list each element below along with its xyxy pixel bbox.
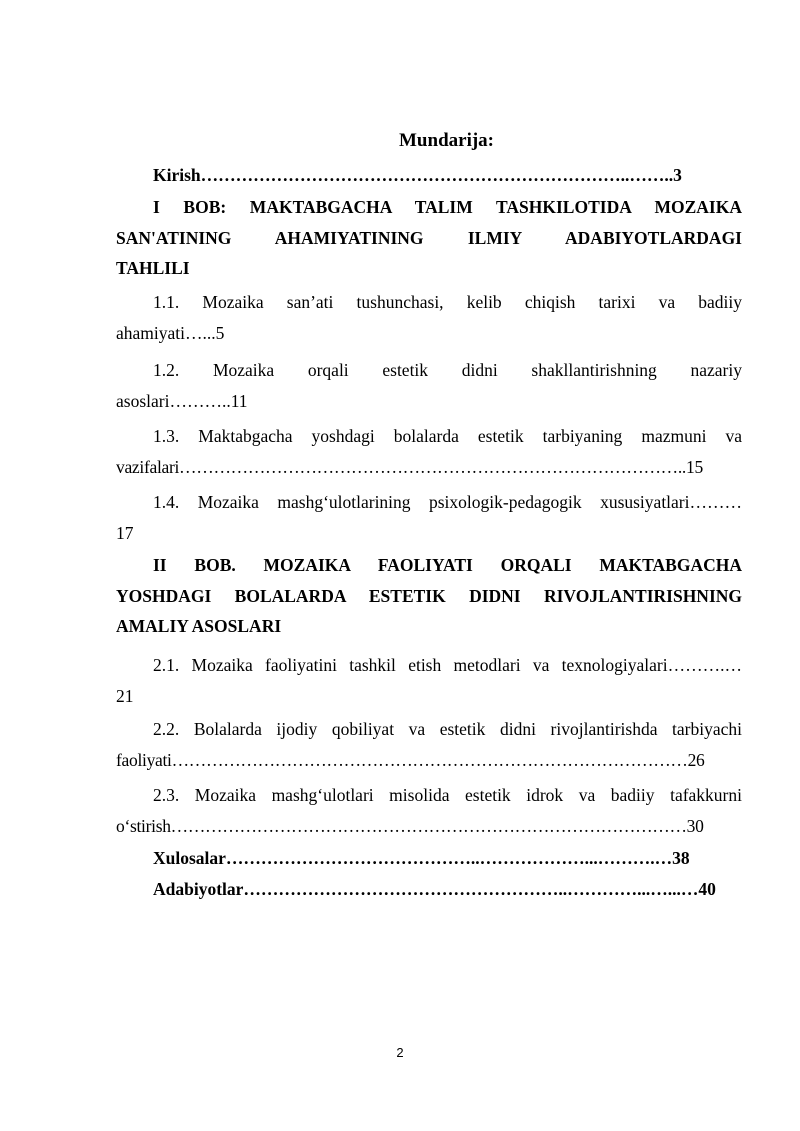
toc-line: 1.1. Mozaika san’ati tushunchasi, kelib chiqish tarixi va badiiy: [153, 292, 742, 312]
toc-line: 2.3. Mozaika mashg‘ulotlari misolida estetik idrok va badiiy tafakkurni: [153, 785, 742, 805]
toc-line: faoliyati………………………………………………………………………………26: [116, 749, 705, 770]
toc-line: 1.4. Mozaika mashg‘ulotlarining psixologik-pedagogik xususiyatlari………: [153, 492, 742, 512]
toc-section-2-3: [116, 780, 742, 841]
toc-chapter-2: [116, 550, 742, 642]
toc-section-1-1: [116, 287, 742, 348]
toc-line: 2.1. Mozaika faoliyatini tashkil etish metodlari va texnologiyalari……….…: [153, 655, 742, 675]
toc-entry-kirish: [116, 160, 742, 191]
toc-line: Xulosalar……………………………………..………………...……….…38: [153, 848, 690, 868]
toc-section-2-2: [116, 714, 742, 775]
toc-line: 17: [116, 522, 134, 543]
toc-line: I BOB: MAKTABGACHA TALIM TASHKILOTIDA MOZAIKA: [153, 197, 742, 217]
toc-line: Kirish………………………………………………………………..……..3: [153, 165, 682, 185]
toc-chapter-1: [116, 192, 742, 284]
toc-line: II BOB. MOZAIKA FAOLIYATI ORQALI MAKTABGACHA: [153, 555, 742, 575]
toc-line: o‘stirish………………………………………………………………………………30: [116, 815, 704, 836]
toc-line: 2.2. Bolalarda ijodiy qobiliyat va estetik didni rivojlantirishda tarbiyachi: [153, 719, 742, 739]
toc-section-2-1: [116, 650, 742, 711]
toc-line: vazifalari……………………………………………………………………………..15: [116, 456, 703, 477]
page-title: Mundarija:: [399, 130, 494, 151]
page-number: 2: [396, 1045, 404, 1060]
toc-entry-adabiyotlar: [116, 874, 742, 905]
toc-entry-xulosalar: [116, 843, 742, 874]
toc-line: 1.2. Mozaika orqali estetik didni shakllantirishning nazariy: [153, 360, 742, 380]
toc-line: Adabiyotlar………………………………………………..…………...…...…40: [153, 879, 716, 899]
toc-line: ahamiyati…...5: [116, 322, 225, 343]
toc-line: asoslari………..11: [116, 390, 248, 411]
toc-line: SAN'ATINING AHAMIYATINING ILMIY ADABIYOTLARDAGI: [116, 227, 742, 248]
toc-section-1-2: [116, 355, 742, 416]
toc-section-1-3: [116, 421, 742, 482]
toc-line: 1.3. Maktabgacha yoshdagi bolalarda estetik tarbiyaning mazmuni va: [153, 426, 742, 446]
toc-line: TAHLILI: [116, 258, 190, 278]
toc-line: AMALIY ASOSLARI: [116, 616, 282, 636]
toc-line: 21: [116, 685, 134, 706]
toc-section-1-4: [116, 487, 742, 548]
toc-line: YOSHDAGI BOLALARDA ESTETIK DIDNI RIVOJLANTIRISHNING: [116, 585, 742, 606]
